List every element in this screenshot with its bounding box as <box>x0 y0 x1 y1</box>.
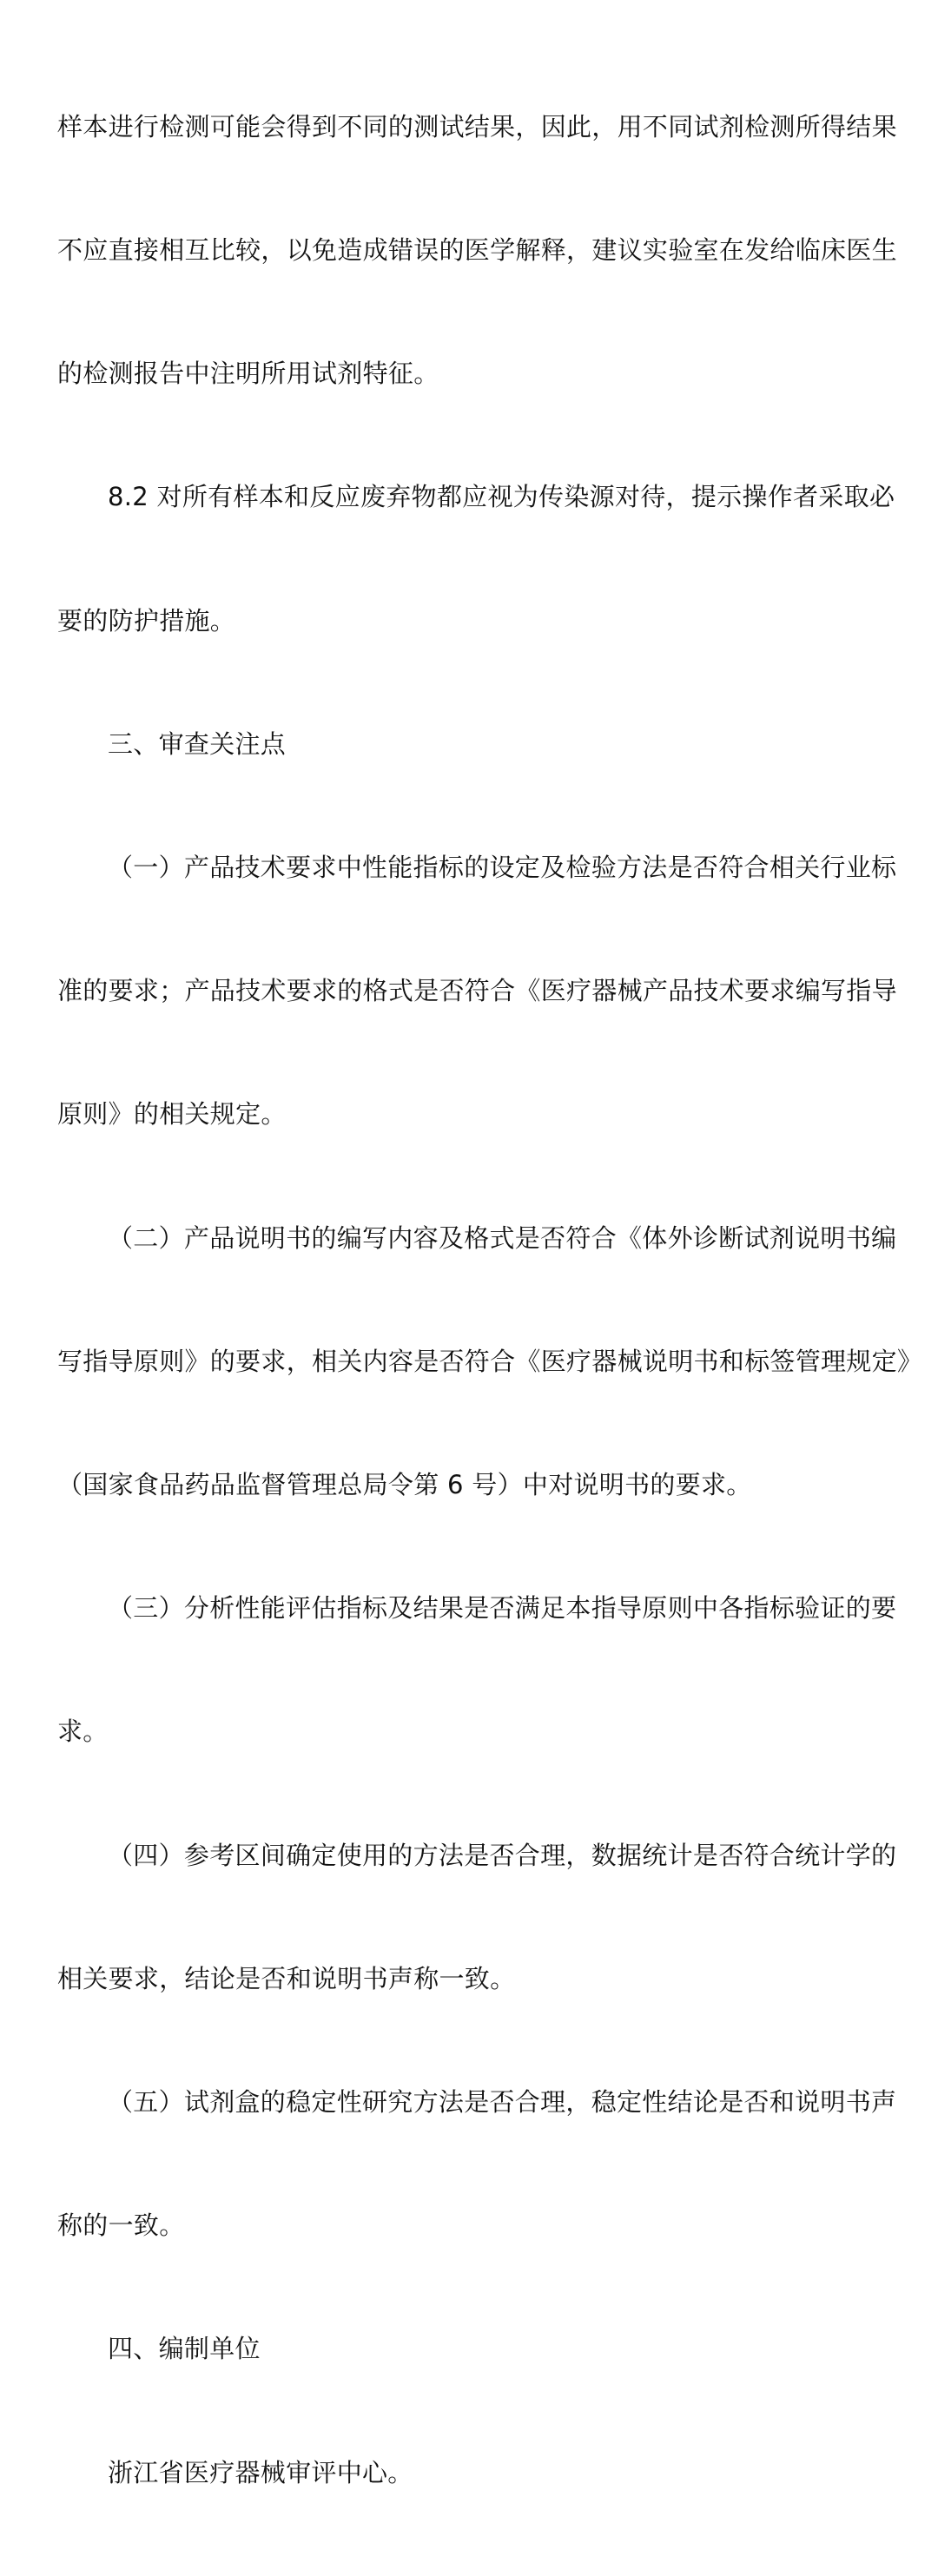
text-line: 样本进行检测可能会得到不同的测试结果，因此，用不同试剂检测所得结果 <box>57 111 897 142</box>
text-line: 浙江省医疗器械审评中心。 <box>108 2457 413 2487</box>
text-line: 求。 <box>57 1716 109 1747</box>
text-line: 称的一致。 <box>57 2210 185 2241</box>
text-line: （五）试剂盒的稳定性研究方法是否合理，稳定性结论是否和说明书声 <box>108 2087 897 2118</box>
section-heading: 四、编制单位 <box>108 2334 261 2364</box>
text-line: （三）分析性能评估指标及结果是否满足本指导原则中各指标验证的要 <box>108 1593 897 1624</box>
text-line: 准的要求；产品技术要求的格式是否符合《医疗器械产品技术要求编写指导 <box>57 976 897 1006</box>
text-line: （二）产品说明书的编写内容及格式是否符合《体外诊断试剂说明书编 <box>108 1222 897 1253</box>
text-line: （四）参考区间确定使用的方法是否合理，数据统计是否符合统计学的 <box>108 1840 897 1870</box>
text-line: 原则》的相关规定。 <box>57 1099 287 1130</box>
text-line: （一）产品技术要求中性能指标的设定及检验方法是否符合相关行业标 <box>108 853 897 883</box>
text-line: 写指导原则》的要求，相关内容是否符合《医疗器械说明书和标签管理规定》 <box>57 1346 923 1376</box>
document-body <box>57 24 923 2576</box>
text-line: 不应直接相互比较，以免造成错误的医学解释，建议实验室在发给临床医生 <box>57 235 897 266</box>
section-heading: 三、审查关注点 <box>108 728 287 759</box>
text-line: 相关要求，结论是否和说明书声称一致。 <box>57 1963 516 1993</box>
text-line: 的检测报告中注明所用试剂特征。 <box>57 359 439 389</box>
text-line: 要的防护措施。 <box>57 605 236 636</box>
text-line: 8.2 对所有样本和反应废弃物都应视为传染源对待，提示操作者采取必 <box>108 482 895 512</box>
text-line: （国家食品药品监督管理总局令第 6 号）中对说明书的要求。 <box>57 1470 752 1500</box>
